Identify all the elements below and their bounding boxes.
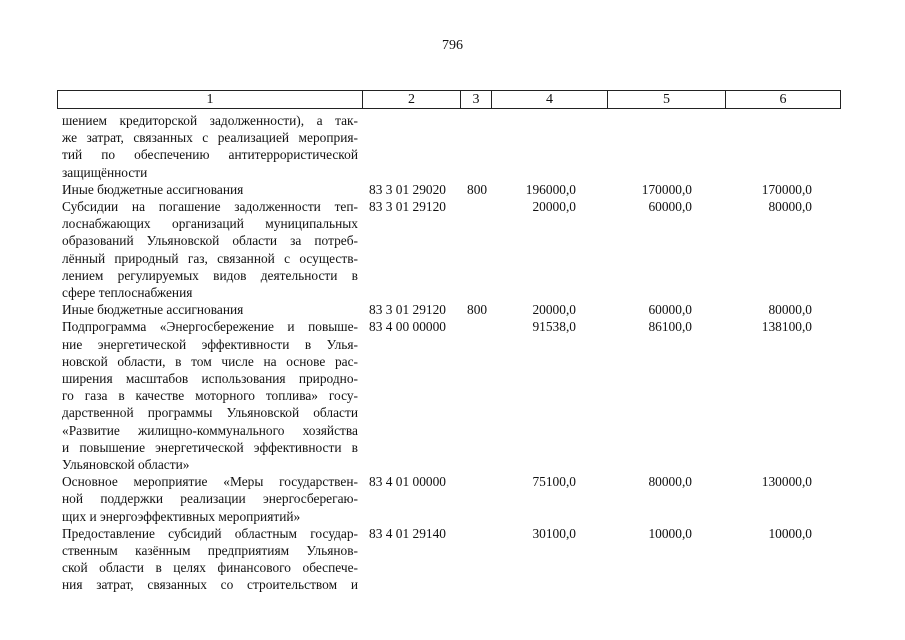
- description-line: Предоставление субсидий областным государ-: [62, 525, 358, 541]
- description-line: «Развитие жилищно-коммунального хозяйства: [62, 422, 358, 438]
- budget-code: 83 3 01 29120: [369, 302, 446, 318]
- column-header-4: 4: [492, 91, 608, 108]
- column-header-6: 6: [779, 92, 787, 107]
- description-line: ния затрат, связанных со строительством и: [62, 577, 358, 593]
- amount-col-5: 60000,0: [648, 199, 692, 215]
- column-header-3: 3: [461, 91, 492, 108]
- description-line: лением регулируемых видов деятельности в: [62, 267, 358, 283]
- expense-type: 800: [467, 302, 488, 318]
- table-body: [62, 112, 822, 594]
- page-number: 796: [442, 38, 463, 53]
- amount-col-5: 10000,0: [648, 525, 692, 541]
- column-header-2: 2: [363, 91, 461, 108]
- amount-col-6: 170000,0: [761, 181, 812, 197]
- description-line: ной поддержки реализации энергосберегаю-: [62, 491, 358, 507]
- description-line: ние энергетической эффективности в Улья-: [62, 336, 358, 352]
- amount-col-5: 170000,0: [641, 181, 692, 197]
- description-line: же затрат, связанных с реализацией мероприя-: [62, 130, 358, 146]
- amount-col-4: 91538,0: [532, 319, 576, 335]
- amount-col-4: 196000,0: [525, 181, 576, 197]
- amount-col-6: 80000,0: [768, 199, 812, 215]
- column-header-5: 5: [608, 91, 726, 108]
- table-row: [62, 112, 822, 181]
- amount-col-6: 138100,0: [761, 319, 812, 335]
- amount-col-6: 10000,0: [768, 525, 812, 541]
- description-line: ственным казённым предприятиям Ульянов-: [62, 543, 358, 559]
- row-description: [62, 473, 358, 525]
- row-description: [62, 112, 358, 181]
- row-description: [62, 198, 358, 301]
- description-line: Иные бюджетные ассигнования: [62, 302, 244, 318]
- amount-col-4: 20000,0: [532, 199, 576, 215]
- amount-col-6: 80000,0: [768, 302, 812, 318]
- budget-code: 83 4 01 00000: [369, 474, 446, 490]
- amount-col-4: 75100,0: [532, 474, 576, 490]
- table-row: [62, 525, 822, 594]
- amount-col-4: 30100,0: [532, 525, 576, 541]
- budget-code: 83 3 01 29020: [369, 181, 446, 197]
- description-line: Подпрограмма «Энергосбережение и повыше-: [62, 319, 358, 335]
- description-line: Субсидии на погашение задолженности теп-: [62, 199, 358, 215]
- description-line: Основное мероприятие «Меры государствен-: [62, 474, 358, 490]
- table-row: [62, 318, 822, 473]
- description-line: лённый природный газ, связанной с осуществ-: [62, 250, 358, 266]
- description-line: Ульяновской области»: [62, 457, 190, 473]
- description-line: образований Ульяновской области за потреб-: [62, 233, 358, 249]
- expense-type: 800: [467, 181, 488, 197]
- row-description: [62, 525, 358, 594]
- row-description: [62, 301, 358, 318]
- budget-code: 83 4 01 29140: [369, 525, 446, 541]
- table-row: [62, 198, 822, 301]
- amount-col-5: 80000,0: [648, 474, 692, 490]
- amount-col-4: 20000,0: [532, 302, 576, 318]
- budget-code: 83 4 00 00000: [369, 319, 446, 335]
- row-description: [62, 181, 358, 198]
- amount-col-6: 130000,0: [761, 474, 812, 490]
- table-row: [62, 181, 822, 198]
- amount-col-5: 86100,0: [648, 319, 692, 335]
- description-line: тий по обеспечению антитеррористической: [62, 147, 358, 163]
- description-line: дарственной программы Ульяновской области: [62, 405, 358, 421]
- table-header: [57, 90, 841, 109]
- budget-code: 83 3 01 29120: [369, 199, 446, 215]
- description-line: ской области в целях финансового обеспече-: [62, 560, 358, 576]
- description-line: новской области, в том числе на основе рас-: [62, 353, 358, 369]
- description-line: Иные бюджетные ассигнования: [62, 181, 244, 197]
- table-row: [62, 473, 822, 525]
- description-line: лоснабжающих организаций муниципальных: [62, 216, 358, 232]
- row-description: [62, 318, 358, 473]
- description-line: шением кредиторской задолженности), а так-: [62, 113, 358, 128]
- table-row: [62, 301, 822, 318]
- description-line: защищённости: [62, 164, 148, 180]
- column-header-1: 1: [58, 91, 363, 108]
- description-line: го газа в качестве моторного топлива» госу-: [62, 388, 358, 404]
- description-line: ширения масштабов использования природно-: [62, 371, 358, 387]
- description-line: щих и энергоэффективных мероприятий»: [62, 508, 301, 524]
- amount-col-5: 60000,0: [648, 302, 692, 318]
- description-line: сфере теплоснабжения: [62, 285, 193, 301]
- description-line: и повышение энергетической эффективности в: [62, 439, 358, 455]
